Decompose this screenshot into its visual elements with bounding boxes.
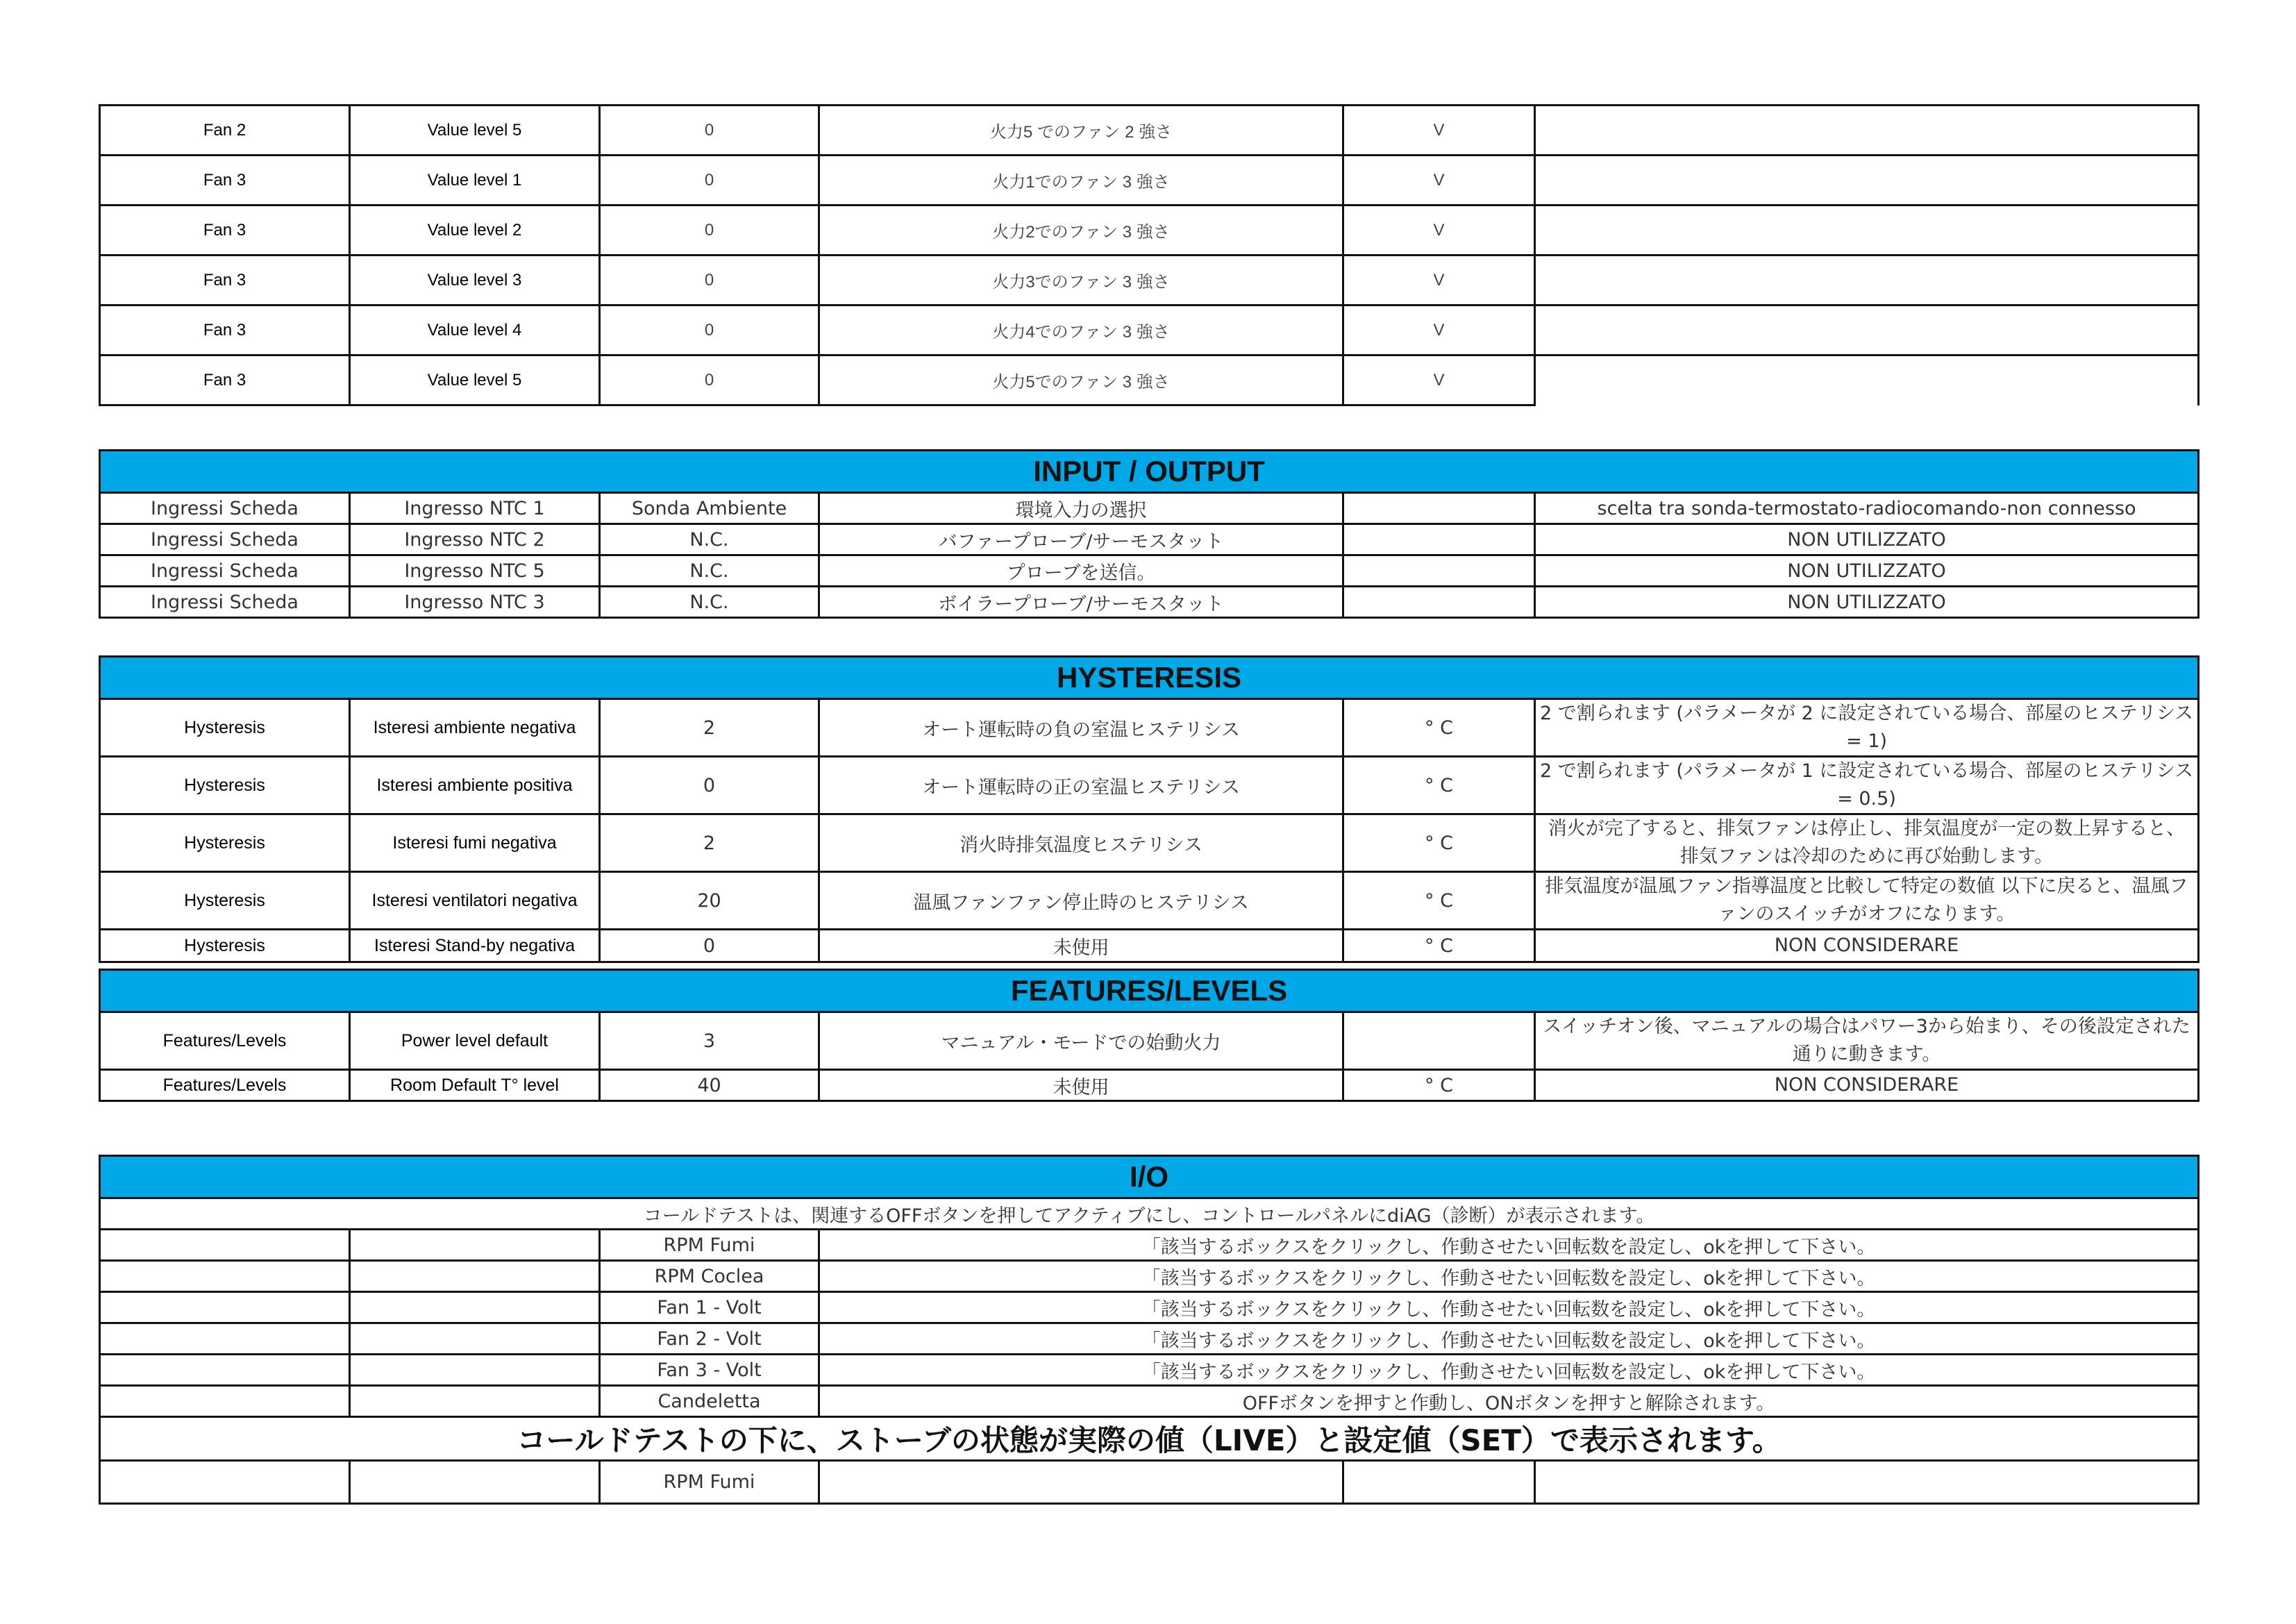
value-cell: 0: [600, 355, 819, 405]
table-row: [100, 814, 2199, 872]
section-title-features-levels: FEATURES/LEVELS: [100, 970, 2199, 1012]
note-cell: [1535, 305, 2199, 355]
note-cell: 消火が完了すると、排気ファンは停止し、排気温度が一定の数上昇すると、排気ファンは冷却のために再び始動します。: [1535, 814, 2199, 872]
empty-cell: [100, 1292, 350, 1323]
table-row: [100, 1230, 2199, 1261]
empty-cell: [350, 1355, 600, 1386]
fan-name-cell: Fan 3: [100, 156, 350, 206]
value-cell: 2: [600, 814, 819, 872]
note-cell: [1535, 156, 2199, 206]
param-cell: Ingresso NTC 3: [350, 587, 600, 618]
param-cell: Power level default: [350, 1012, 600, 1070]
value-cell: 0: [600, 206, 819, 256]
section-title-input-output: INPUT / OUTPUT: [100, 451, 2199, 493]
table-cell: [1343, 1461, 1535, 1504]
description-cell: バファープローブ/サーモスタット: [819, 524, 1343, 555]
hysteresis-table: [99, 655, 2199, 963]
value-cell: N.C.: [600, 555, 819, 587]
table-row: [100, 757, 2199, 814]
description-cell: 火力5 でのファン 2 強さ: [819, 106, 1343, 156]
test-label-cell: RPM Fumi: [600, 1230, 819, 1261]
fan-name-cell: Fan 2: [100, 106, 350, 156]
note-cell: 2 で割られます (パラメータが 1 に設定されている場合、部屋のヒステリシス = 0.5): [1535, 757, 2199, 814]
table-row: [100, 1323, 2199, 1355]
value-cell: 40: [600, 1070, 819, 1101]
value-cell: 0: [600, 757, 819, 814]
unit-cell: [1343, 493, 1535, 524]
section-title-io: I/O: [100, 1156, 2199, 1198]
value-cell: 20: [600, 872, 819, 930]
group-cell: Hysteresis: [100, 699, 350, 757]
description-cell: プローブを送信。: [819, 555, 1343, 587]
description-cell: 環境入力の選択: [819, 493, 1343, 524]
unit-cell: V: [1343, 156, 1535, 206]
value-cell: 0: [600, 256, 819, 305]
input-output-table: [99, 449, 2199, 619]
group-cell: Features/Levels: [100, 1012, 350, 1070]
note-cell: scelta tra sonda-termostato-radiocomando-non connesso: [1535, 493, 2199, 524]
io-cold-test-table: [99, 1155, 2199, 1505]
fan-name-cell: Fan 3: [100, 206, 350, 256]
note-cell: NON CONSIDERARE: [1535, 930, 2199, 962]
note-cell: 2 で割られます (パラメータが 2 に設定されている場合、部屋のヒステリシス = 1): [1535, 699, 2199, 757]
test-label-cell: RPM Coclea: [600, 1261, 819, 1292]
note-cell: NON UTILIZZATO: [1535, 524, 2199, 555]
table-row: [100, 256, 2199, 305]
param-cell: Isteresi fumi negativa: [350, 814, 600, 872]
description-cell: オート運転時の負の室温ヒステリシス: [819, 699, 1343, 757]
table-row: [100, 555, 2199, 587]
description-cell: マニュアル・モードでの始動火力: [819, 1012, 1343, 1070]
group-cell: Ingressi Scheda: [100, 555, 350, 587]
note-cell: NON CONSIDERARE: [1535, 1070, 2199, 1101]
table-row: [100, 930, 2199, 962]
param-cell: Value level 2: [350, 206, 600, 256]
table-row: [100, 1261, 2199, 1292]
table-row: [100, 1386, 2199, 1417]
empty-cell: [350, 1292, 600, 1323]
note-cell: [1535, 206, 2199, 256]
group-cell: Hysteresis: [100, 757, 350, 814]
test-label-cell: Fan 1 - Volt: [600, 1292, 819, 1323]
table-row: [100, 1012, 2199, 1070]
features-levels-table: [99, 969, 2199, 1102]
empty-cell: [350, 1230, 600, 1261]
test-instruction-cell: 「該当するボックスをクリックし、作動させたい回転数を設定し、okを押して下さい。: [819, 1323, 2199, 1355]
unit-cell: [1343, 555, 1535, 587]
table-row: [100, 355, 2199, 405]
value-cell: 0: [600, 156, 819, 206]
empty-cell: [100, 1355, 350, 1386]
group-cell: Ingressi Scheda: [100, 524, 350, 555]
description-cell: 火力4でのファン 3 強さ: [819, 305, 1343, 355]
unit-cell: V: [1343, 206, 1535, 256]
test-instruction-cell: 「該当するボックスをクリックし、作動させたい回転数を設定し、okを押して下さい。: [819, 1292, 2199, 1323]
value-cell: 3: [600, 1012, 819, 1070]
value-cell: 0: [600, 305, 819, 355]
test-label-cell: Fan 3 - Volt: [600, 1355, 819, 1386]
param-cell: Isteresi ventilatori negativa: [350, 872, 600, 930]
note-cell: [1535, 106, 2199, 156]
value-cell: N.C.: [600, 524, 819, 555]
param-cell: Value level 1: [350, 156, 600, 206]
description-cell: 消火時排気温度ヒステリシス: [819, 814, 1343, 872]
unit-cell: ° C: [1343, 757, 1535, 814]
note-cell: [1535, 256, 2199, 305]
unit-cell: ° C: [1343, 872, 1535, 930]
param-cell: Ingresso NTC 2: [350, 524, 600, 555]
empty-cell: [350, 1323, 600, 1355]
description-cell: 温風ファンファン停止時のヒステリシス: [819, 872, 1343, 930]
param-cell: Isteresi Stand-by negativa: [350, 930, 600, 962]
unit-cell: [1343, 1012, 1535, 1070]
param-cell: Isteresi ambiente positiva: [350, 757, 600, 814]
table-row: [100, 699, 2199, 757]
value-cell: Sonda Ambiente: [600, 493, 819, 524]
fan-name-cell: Fan 3: [100, 256, 350, 305]
unit-cell: [1343, 587, 1535, 618]
table-row: [100, 587, 2199, 618]
unit-cell: [1343, 524, 1535, 555]
table-row: [100, 206, 2199, 256]
description-cell: 火力3でのファン 3 強さ: [819, 256, 1343, 305]
unit-cell: ° C: [1343, 930, 1535, 962]
table-cell: [1535, 1461, 2199, 1504]
live-set-banner: コールドテストの下に、ストーブの状態が実際の値（LIVE）と設定値（SET）で表示されます。: [100, 1417, 2199, 1461]
param-cell: Isteresi ambiente negativa: [350, 699, 600, 757]
empty-cell: [350, 1386, 600, 1417]
table-row: [100, 1070, 2199, 1101]
value-cell: 2: [600, 699, 819, 757]
description-cell: 火力1でのファン 3 強さ: [819, 156, 1343, 206]
group-cell: Ingressi Scheda: [100, 493, 350, 524]
value-cell: 0: [600, 106, 819, 156]
table-row: [100, 872, 2199, 930]
unit-cell: V: [1343, 305, 1535, 355]
table-row: [100, 524, 2199, 555]
note-cell: NON UTILIZZATO: [1535, 555, 2199, 587]
empty-cell: [100, 1386, 350, 1417]
description-cell: オート運転時の正の室温ヒステリシス: [819, 757, 1343, 814]
fan-name-cell: Fan 3: [100, 305, 350, 355]
unit-cell: ° C: [1343, 699, 1535, 757]
unit-cell: V: [1343, 106, 1535, 156]
table-row: [100, 1355, 2199, 1386]
test-label-cell: Fan 2 - Volt: [600, 1323, 819, 1355]
test-instruction-cell: 「該当するボックスをクリックし、作動させたい回転数を設定し、okを押して下さい。: [819, 1261, 2199, 1292]
description-cell: 未使用: [819, 930, 1343, 962]
test-instruction-cell: 「該当するボックスをクリックし、作動させたい回転数を設定し、okを押して下さい。: [819, 1230, 2199, 1261]
param-cell: Value level 4: [350, 305, 600, 355]
live-label: RPM Fumi: [600, 1461, 819, 1504]
empty-cell: [350, 1261, 600, 1292]
table-row: [100, 156, 2199, 206]
param-cell: Room Default T° level: [350, 1070, 600, 1101]
group-cell: Features/Levels: [100, 1070, 350, 1101]
table-cell: [100, 1461, 350, 1504]
test-instruction-cell: OFFボタンを押すと作動し、ONボタンを押すと解除されます。: [819, 1386, 2199, 1417]
note-cell: スイッチオン後、マニュアルの場合はパワー3から始まり、その後設定された通りに動きます。: [1535, 1012, 2199, 1070]
unit-cell: V: [1343, 256, 1535, 305]
note-cell: 排気温度が温風ファン指導温度と比較して特定の数値 以下に戻ると、温風ファンのスイッチがオフになります。: [1535, 872, 2199, 930]
unit-cell: V: [1343, 355, 1535, 405]
table-row: [100, 305, 2199, 355]
param-cell: Ingresso NTC 5: [350, 555, 600, 587]
table-cell: [819, 1461, 1343, 1504]
empty-cell: [100, 1230, 350, 1261]
unit-cell: ° C: [1343, 1070, 1535, 1101]
description-cell: 未使用: [819, 1070, 1343, 1101]
table-row: [100, 1292, 2199, 1323]
group-cell: Ingressi Scheda: [100, 587, 350, 618]
group-cell: Hysteresis: [100, 930, 350, 962]
note-cell: NON UTILIZZATO: [1535, 587, 2199, 618]
table-row: [100, 493, 2199, 524]
table-row: [100, 106, 2199, 156]
group-cell: Hysteresis: [100, 872, 350, 930]
description-cell: 火力5でのファン 3 強さ: [819, 355, 1343, 405]
fan-table: [99, 104, 2199, 406]
unit-cell: ° C: [1343, 814, 1535, 872]
fan-name-cell: Fan 3: [100, 355, 350, 405]
empty-cell: [100, 1261, 350, 1292]
test-label-cell: Candeletta: [600, 1386, 819, 1417]
value-cell: N.C.: [600, 587, 819, 618]
param-cell: Ingresso NTC 1: [350, 493, 600, 524]
param-cell: Value level 5: [350, 106, 600, 156]
param-cell: Value level 5: [350, 355, 600, 405]
table-cell: [350, 1461, 600, 1504]
cold-test-intro: コールドテストは、関連するOFFボタンを押してアクティブにし、コントロールパネルにdiAG（診断）が表示されます。: [100, 1198, 2199, 1230]
empty-cell: [100, 1323, 350, 1355]
description-cell: ボイラープローブ/サーモスタット: [819, 587, 1343, 618]
section-title-hysteresis: HYSTERESIS: [100, 657, 2199, 699]
group-cell: Hysteresis: [100, 814, 350, 872]
param-cell: Value level 3: [350, 256, 600, 305]
value-cell: 0: [600, 930, 819, 962]
description-cell: 火力2でのファン 3 強さ: [819, 206, 1343, 256]
test-instruction-cell: 「該当するボックスをクリックし、作動させたい回転数を設定し、okを押して下さい。: [819, 1355, 2199, 1386]
note-cell: [1535, 355, 2199, 405]
